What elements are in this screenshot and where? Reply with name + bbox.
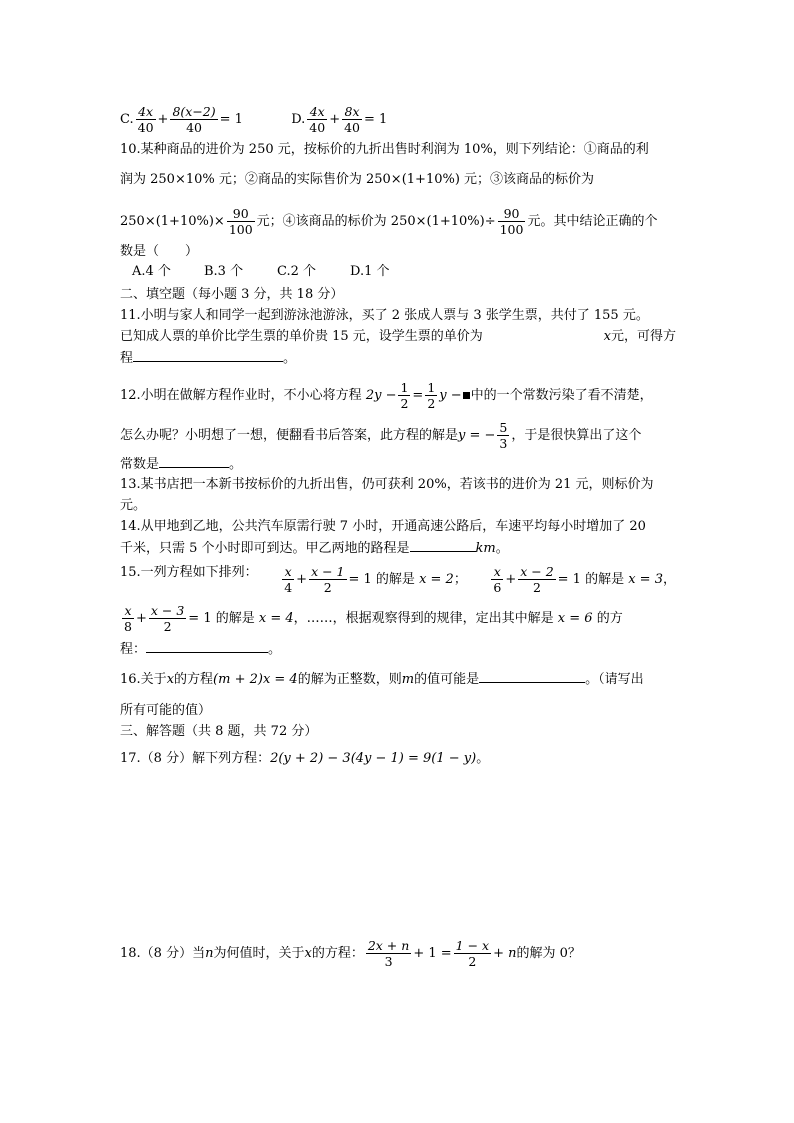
fraction: $\frac{5}{3}$ [499, 420, 508, 451]
q16-line2: 所有可能的值） [120, 703, 212, 718]
q15-line1: 15.一列方程如下排列： $\frac{x}{4}$ + $\frac{x - 1}{2}$ = 1 的解是 x = 2； $\frac{x}{6}$ + $\frac{x - 2}{2}$ = 1 的解是 x = 3， [120, 564, 676, 595]
q11-line3: 程 。 [120, 351, 297, 366]
q12-line3: 常数是 。 [120, 457, 243, 472]
q11-answer-blank[interactable] [133, 349, 283, 362]
section-3-title: 三、解答题（共 8 题，共 72 分） [120, 724, 318, 739]
fraction: $\frac{x}{4}$ [284, 564, 293, 595]
q11-line2: 已知成人票的单价比学生票的单价贵 15 元，设学生票的单价为 x元，可得方 [120, 329, 676, 344]
fraction: $\frac{x}{6}$ [493, 564, 502, 595]
fraction: $\frac{8(x-2)}{40}$ [172, 104, 216, 135]
fraction: $\frac{1}{2}$ [400, 380, 409, 411]
option-d-label: D. [291, 112, 306, 127]
q9-options: C. $\frac{4x}{40}$ + $\frac{8(x-2)}{40}$ = 1 D. $\frac{4x}{40}$ + $\frac{8x}{40}$ = 1 [120, 104, 388, 135]
fraction: $\frac{90}{100}$ [228, 206, 253, 237]
fraction: $\frac{4x}{40}$ [137, 104, 154, 135]
q11-line1: 11.小明与家人和同学一起到游泳池游泳，买了 2 张成人票与 3 张学生票，共付了 155 元。 [120, 308, 649, 323]
q17-line: 17.（8 分）解下列方程：2(y + 2) − 3(4y − 1) = 9(1 − y)。 [120, 751, 490, 766]
q10-line1: 10.某种商品的进价为 250 元，按标价的九折出售时利润为 10%，则下列结论：①商品的利 [120, 142, 649, 157]
q15-line2: $\frac{x}{8}$ + $\frac{x - 3}{2}$ = 1 的解是 x = 4，……，根据观察得到的规律，定出其中解是 x = 6 的方 [124, 603, 623, 634]
q12-line2: 怎么办呢？小明想了一想，便翻看书后答案，此方程的解是y = − $\frac{5}{3}$ ，于是很快算出了这个 [120, 420, 642, 451]
fraction: $\frac{x - 1}{2}$ [311, 564, 345, 595]
q10-options [132, 263, 688, 281]
fraction: $\frac{8x}{40}$ [344, 104, 361, 135]
q12-line1: 12.小明在做解方程作业时，不小心将方程 2y − $\frac{1}{2}$ = $\frac{1}{2}$ y − 中的一个常数污染了看不清楚， [120, 380, 653, 411]
q16-line1: 16.关于x的方程(m + 2)x = 4的解为正整数，则m的值可能是 。（请写出 [120, 672, 644, 687]
q10-line3: 250×(1+10%)× $\frac{90}{100}$ 元；④该商品的标价为 250×(1+10%)÷ $\frac{90}{100}$ 元。其中结论正确的个 [120, 206, 658, 237]
q13-line2: 元。 [120, 498, 147, 513]
q14-line2: 千米，只需 5 个小时即可到达。甲乙两地的路程是 km。 [120, 541, 509, 556]
fraction: $\frac{2x + n}{3}$ [367, 938, 410, 969]
q10-line2: 润为 250×10% 元；②商品的实际售价为 250×(1+10%) 元；③该商品的标价为 [120, 172, 595, 187]
q15-answer-blank[interactable] [146, 640, 268, 653]
q18-line: 18.（8 分）当n为何值时，关于x的方程： $\frac{2x + n}{3}$ + 1 = $\frac{1 - x}{2}$ + n的解为 0？ [120, 938, 581, 969]
fraction: $\frac{1}{2}$ [427, 380, 436, 411]
q10-option-a: A.4 个 [132, 264, 171, 279]
q14-line1: 14.从甲地到乙地，公共汽车原需行驶 7 小时，开通高速公路后，车速平均每小时增加了 20 [120, 519, 646, 534]
fraction: $\frac{x - 3}{2}$ [150, 603, 185, 634]
fraction: $\frac{4x}{40}$ [309, 104, 326, 135]
q15-line3: 程： 。 [120, 642, 282, 657]
q14-answer-blank[interactable] [410, 539, 476, 552]
q16-answer-blank[interactable] [479, 670, 585, 683]
q10-option-d: D.1 个 [350, 264, 390, 279]
fraction: $\frac{1 - x}{2}$ [455, 938, 490, 969]
fraction: $\frac{x - 2}{2}$ [520, 564, 554, 595]
fraction: $\frac{x}{8}$ [124, 603, 132, 634]
q10-option-b: B.3 个 [204, 264, 244, 279]
q12-answer-blank[interactable] [159, 455, 229, 468]
ink-blot-square [463, 392, 470, 399]
option-c-label: C. [120, 112, 134, 127]
section-2-title: 二、填空题（每小题 3 分，共 18 分） [120, 287, 344, 302]
q10-option-c: C.2 个 [277, 264, 317, 279]
q13-line1: 13.某书店把一本新书按标价的九折出售，仍可获利 20%，若该书的进价为 21 元，则标价为 [120, 477, 654, 492]
q10-line4: 数是（ ） [120, 244, 199, 259]
fraction: $\frac{90}{100}$ [499, 206, 524, 237]
